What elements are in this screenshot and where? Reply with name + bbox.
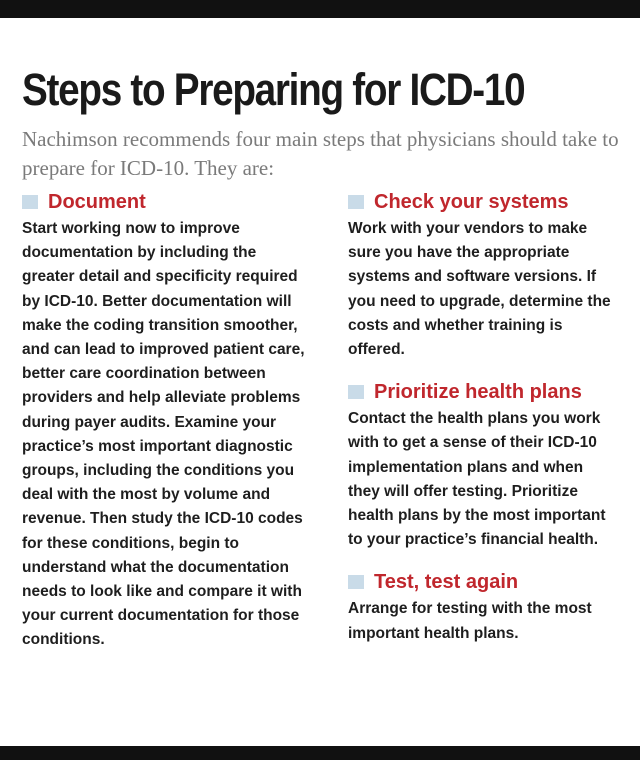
section-document xyxy=(22,190,307,653)
section-check-systems xyxy=(348,190,618,362)
page-title: Steps to Preparing for ICD-10 xyxy=(22,64,525,116)
right-column xyxy=(348,190,618,646)
section-heading xyxy=(348,380,618,404)
section-body: Start working now to improve documentation by including the greater detail and specificity required by ICD-10. Better documentation will make the coding transition smoother, and can lead to improved patient care, better care coordination between providers and help alleviate problems during payer audits. Examine your practice’s most important diagnostic groups, including the conditions you deal with the most by volume and revenue. Then study the ICD-10 codes for these conditions, begin to understand what the documentation needs to look like and compare it with your current documentation for those conditions. xyxy=(22,220,305,649)
section-heading xyxy=(348,190,618,214)
section-test-again xyxy=(348,570,618,645)
square-bullet-icon xyxy=(348,575,364,589)
section-prioritize-health-plans xyxy=(348,380,618,552)
intro-paragraph: Nachimson recommends four main steps that physicians should take to prepare for ICD-10. They are: xyxy=(22,127,619,180)
section-body: Work with your vendors to make sure you have the appropriate systems and software versions. If you need to upgrade, determine the costs and whether training is offered. xyxy=(348,220,611,359)
bottom-border-bar xyxy=(0,746,640,760)
top-border-bar xyxy=(0,0,640,18)
section-heading xyxy=(22,190,307,214)
section-body: Contact the health plans you work with to get a sense of their ICD-10 implementation plans and when they will offer testing. Prioritize health plans by the most important to your practice’s financial health. xyxy=(348,410,606,549)
square-bullet-icon xyxy=(348,385,364,399)
section-body: Arrange for testing with the most important health plans. xyxy=(348,600,592,642)
section-heading-text: Test, test again xyxy=(374,571,519,594)
square-bullet-icon xyxy=(22,195,38,209)
section-heading xyxy=(348,570,618,594)
section-heading-text: Prioritize health plans xyxy=(374,381,582,404)
left-column xyxy=(22,190,307,653)
square-bullet-icon xyxy=(348,195,364,209)
section-heading-text: Document xyxy=(48,191,146,213)
section-heading-text: Check your systems xyxy=(374,191,569,213)
